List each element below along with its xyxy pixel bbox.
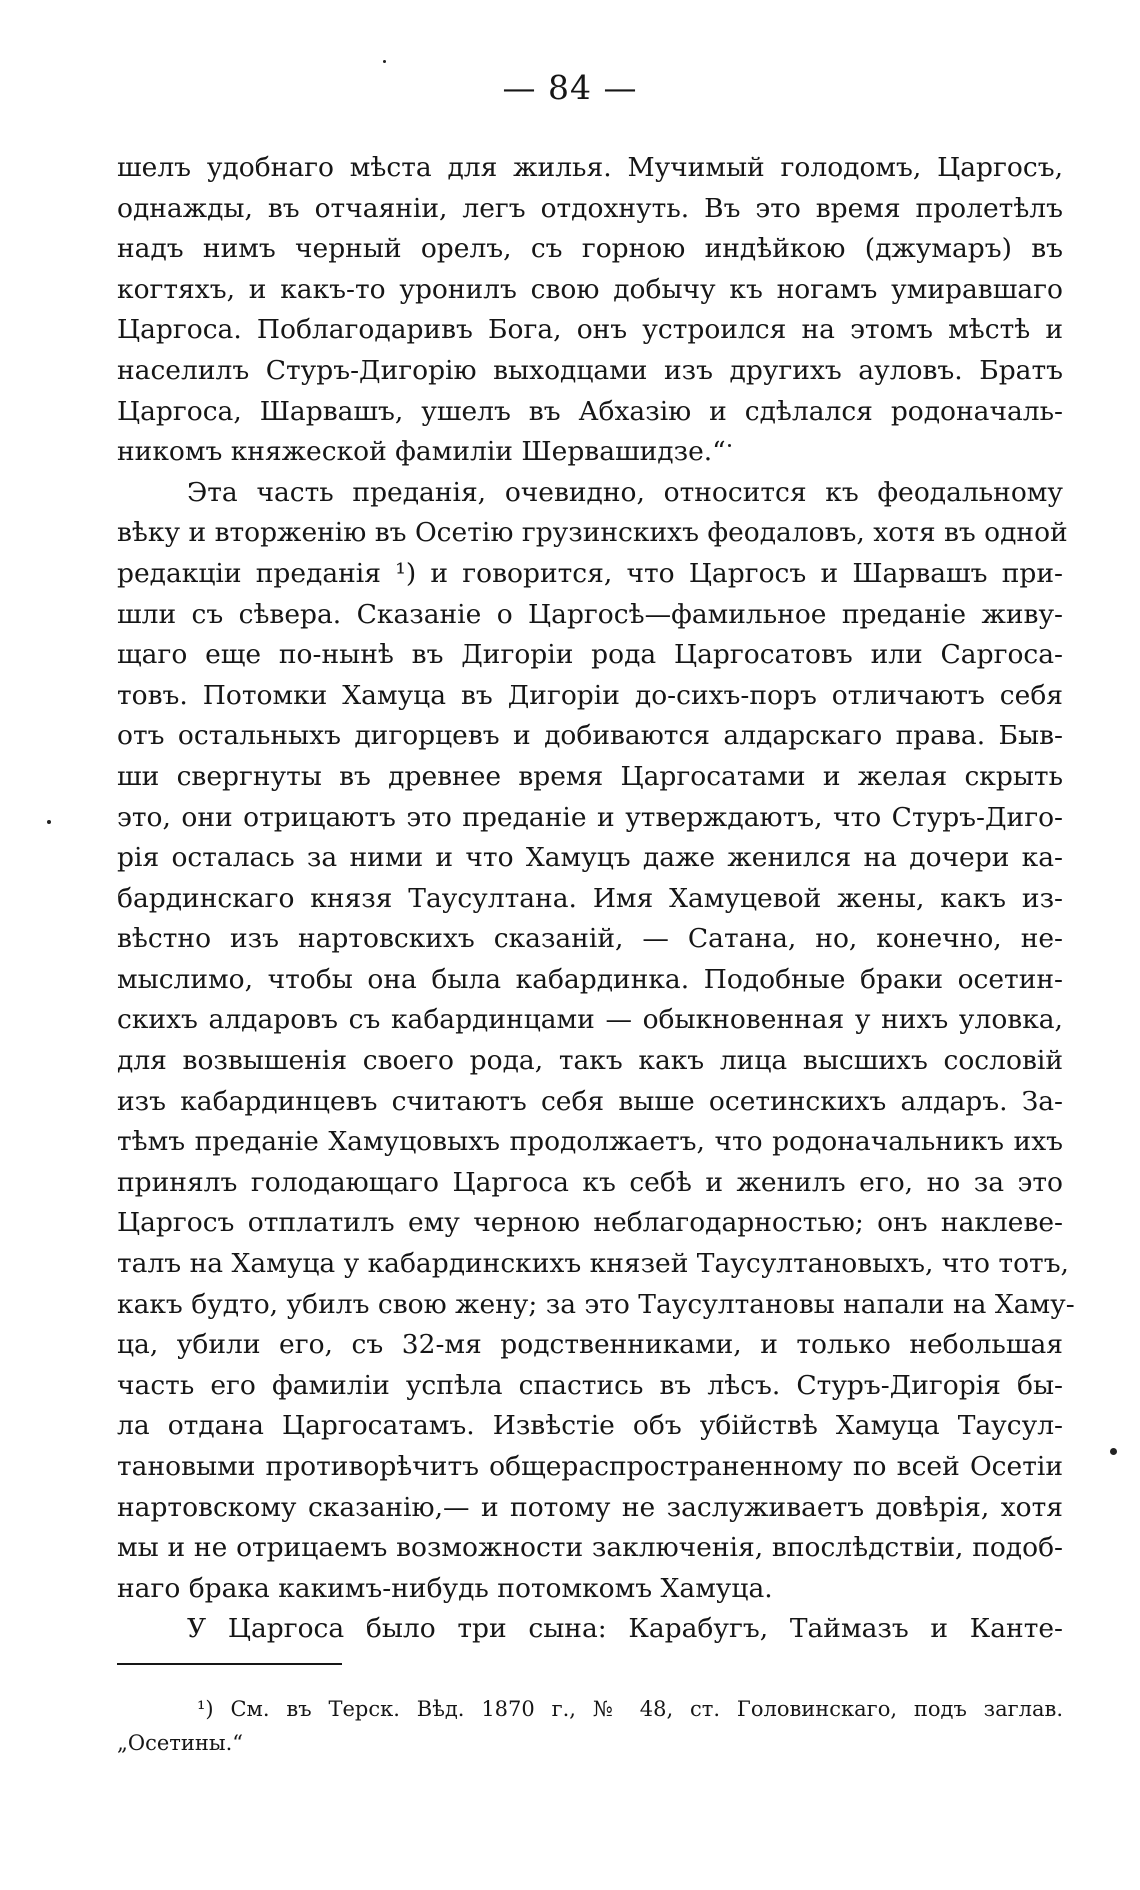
text-line: скихъ алдаровъ съ кабардинцами — обыкновенная у нихъ уловка, [117,1004,1063,1036]
text-line: никомъ княжеской фамиліи Шервашидзе.“ [117,436,726,468]
text-line: часть его фамиліи успѣла спастись въ лѣсъ. Стуръ-Дигорія бы- [117,1369,1063,1401]
text-line: щаго еще по-нынѣ въ Дигоріи рода Царгосатовъ или Саргоса- [117,639,1063,671]
text-line: шли съ сѣвера. Сказаніе о Царгосѣ—фамильное преданіе живу- [117,598,1063,630]
text-line: ла отдана Царгосатамъ. Извѣстіе объ убійствѣ Хамуца Таусул- [117,1410,1063,1442]
scan-speck [728,444,731,447]
text-line: тѣмъ преданіе Хамуцовыхъ продолжаетъ, что родоначальникъ ихъ [117,1126,1063,1158]
text-line: какъ будто, убилъ свою жену; за это Таусултановы напали на Хаму- [117,1288,1075,1320]
footnote-divider [117,1663,342,1665]
text-line: нартовскому сказанію,— и потому не заслуживаетъ довѣрія, хотя [117,1491,1063,1523]
text-line: тановыми противорѣчитъ общераспространенному по всей Осетіи [117,1451,1063,1482]
text-line: Эта часть преданія, очевидно, относится къ феодальному [187,476,1063,508]
text-line: товъ. Потомки Хамуца въ Дигоріи до-сихъ-поръ отличаютъ себя [117,679,1063,711]
text-line: для возвышенія своего рода, такъ какъ лица высшихъ сословій [117,1045,1063,1077]
footnote-line: „Осетины.“ [117,1731,244,1755]
text-line: вѣстно изъ нартовскихъ сказаній, — Сатана, но, конечно, не- [117,923,1063,955]
text-line: отъ остальныхъ дигорцевъ и добиваются алдарскаго права. Быв- [117,720,1063,752]
scan-speck [1110,1448,1117,1455]
text-line: мы и не отрицаемъ возможности заключенія, впослѣдствіи, подоб- [117,1532,1063,1564]
scan-speck [47,820,51,824]
text-line: ца, убили его, съ 32-мя родственниками, и только небольшая [117,1329,1063,1361]
text-line: ши свергнуты въ древнее время Царгосатами и желая скрыть [117,760,1063,792]
text-line: шелъ удобнаго мѣста для жилья. Мучимый голодомъ, Царгосъ, [117,152,1063,183]
text-line: принялъ голодающаго Царгоса къ себѣ и женилъ его, но за это [117,1166,1063,1198]
text-line: мыслимо, чтобы она была кабардинка. Подобные браки осетин- [117,963,1063,995]
text-line: вѣку и вторженію въ Осетію грузинскихъ феодаловъ, хотя въ одной [117,517,1068,549]
paragraph [117,473,1075,1610]
footnote-line: ¹) См. въ Терск. Вѣд. 1870 г., № 48, ст. Головинскаго, подъ заглав. [197,1697,1063,1721]
text-line: наго брака какимъ-нибудь потомкомъ Хамуца. [117,1572,773,1604]
text-line: талъ на Хамуца у кабардинскихъ князей Таусултановыхъ, что тотъ, [117,1248,1069,1280]
text-line: это, они отрицаютъ это преданіе и утверждаютъ, что Стуръ-Диго- [117,801,1063,833]
paragraph [117,1609,1063,1650]
text-line: когтяхъ, и какъ-то уронилъ свою добычу къ ногамъ умиравшаго [117,273,1063,305]
text-line: Царгосъ отплатилъ ему черною неблагодарностью; онъ наклеве- [117,1207,1063,1239]
text-line: бардинскаго князя Таусултана. Имя Хамуцевой жены, какъ из- [117,882,1063,914]
text-line: рія осталась за ними и что Хамуцъ даже женился на дочери ка- [117,842,1063,874]
text-line: надъ нимъ черный орелъ, съ горною индѣйкою (джумаръ) въ [117,233,1063,265]
text-line: У Царгоса было три сына: Карабугъ, Таймазъ и Канте- [187,1613,1063,1645]
text-line: редакціи преданія ¹) и говорится, что Царгосъ и Шарвашъ при- [117,557,1063,589]
text-line: Царгоса. Поблагодаривъ Бога, онъ устроился на этомъ мѣстѣ и [117,314,1063,346]
paragraph [117,148,1063,473]
text-line: однажды, въ отчаяніи, легъ отдохнуть. Въ это время пролетѣлъ [117,192,1063,224]
main-text [117,148,1075,1650]
text-line: изъ кабардинцевъ считаютъ себя выше осетинскихъ алдаръ. За- [117,1085,1063,1117]
scan-speck [383,60,386,63]
page-number: — 84 — [502,68,638,107]
footnote [117,1692,1063,1760]
text-line: Царгоса, Шарвашъ, ушелъ въ Абхазію и сдѣлался родоначаль- [117,395,1063,427]
text-line: населилъ Стуръ-Дигорію выходцами изъ другихъ ауловъ. Братъ [117,354,1063,386]
